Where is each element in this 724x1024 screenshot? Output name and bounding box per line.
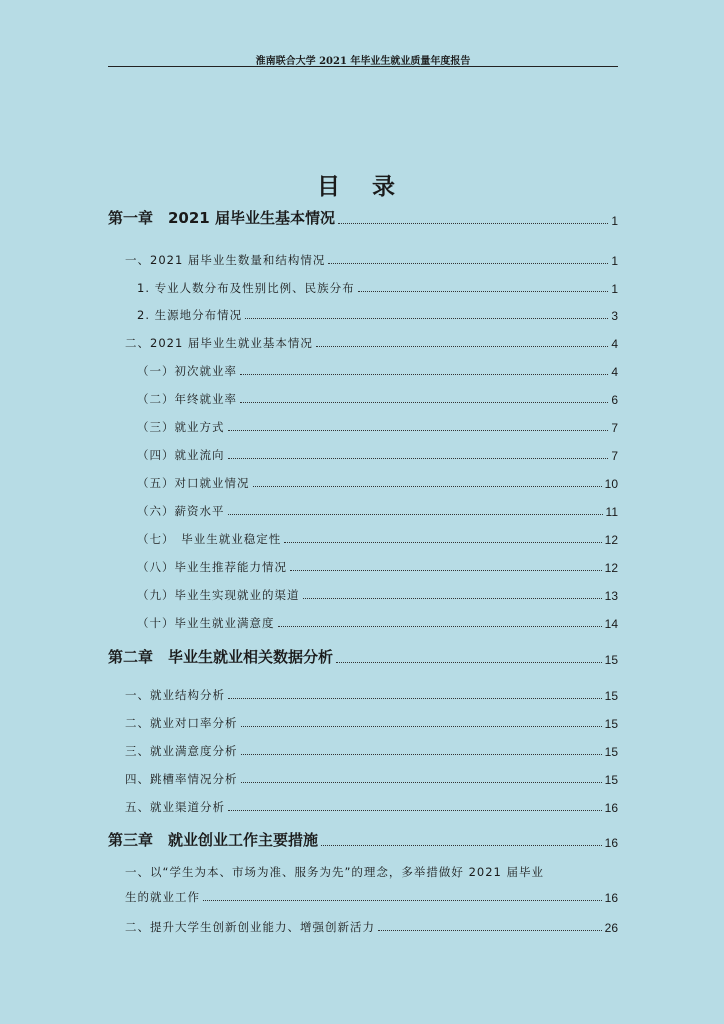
toc-entry-label: 三、就业满意度分析 <box>125 744 238 758</box>
dot-leader <box>203 900 602 901</box>
page-title: 目 录 <box>316 174 407 200</box>
dot-leader <box>253 486 602 487</box>
toc-entry-label: 生的就业工作 <box>125 890 200 904</box>
toc-page-number: 4 <box>611 337 618 351</box>
toc-entry[interactable] <box>125 248 618 268</box>
toc-entry[interactable] <box>125 683 618 703</box>
toc-entry[interactable] <box>137 611 618 631</box>
toc-page-number: 14 <box>604 617 618 631</box>
toc-entry[interactable] <box>137 387 618 407</box>
toc-chapter-entry[interactable] <box>108 830 618 850</box>
toc-page-number: 15 <box>604 773 618 787</box>
toc-page-number: 7 <box>611 421 618 435</box>
toc-entry-label: 二、提升大学生创新创业能力、增强创新活力 <box>125 920 375 934</box>
toc-entry[interactable] <box>125 885 618 905</box>
toc-entry-label: 二、就业对口率分析 <box>125 716 238 730</box>
toc-entry[interactable] <box>137 303 618 323</box>
toc-entry-label: 第一章 2021 届毕业生基本情况 <box>108 209 335 227</box>
dot-leader <box>338 223 608 224</box>
toc-entry[interactable] <box>137 276 618 296</box>
toc-entry-label: （十）毕业生就业满意度 <box>137 616 275 630</box>
dot-leader <box>316 346 608 347</box>
toc-page-number: 16 <box>604 801 618 815</box>
toc-entry-label: 四、跳槽率情况分析 <box>125 772 238 786</box>
dot-leader <box>228 514 603 515</box>
toc-entry-label: 一、2021 届毕业生数量和结构情况 <box>125 253 326 267</box>
toc-entry[interactable] <box>137 471 618 491</box>
toc-page-number: 12 <box>604 561 618 575</box>
dot-leader <box>228 810 602 811</box>
toc-entry-label: 2. 生源地分布情况 <box>137 308 243 322</box>
toc-entry[interactable] <box>125 767 618 787</box>
toc-entry-label: 五、就业渠道分析 <box>125 800 225 814</box>
running-header: 淮南联合大学 2021 年毕业生就业质量年度报告 <box>255 56 471 67</box>
dot-leader <box>241 754 602 755</box>
dot-leader <box>303 598 602 599</box>
toc-entry[interactable] <box>125 795 618 815</box>
toc-entry-line1[interactable]: 一、以“学生为本、市场为准、服务为先”的理念，多举措做好 2021 届毕业 <box>125 865 544 879</box>
toc-entry-label: （七） 毕业生就业稳定性 <box>137 532 282 546</box>
dot-leader <box>241 726 602 727</box>
toc-entry[interactable] <box>137 555 618 575</box>
toc-entry[interactable] <box>125 711 618 731</box>
toc-page-number: 1 <box>611 214 618 228</box>
dot-leader <box>228 458 609 459</box>
toc-entry[interactable] <box>137 443 618 463</box>
toc-entry[interactable] <box>137 499 618 519</box>
toc-entry-label: 1. 专业人数分布及性别比例、民族分布 <box>137 281 355 295</box>
toc-entry-label: （六）薪资水平 <box>137 504 225 518</box>
dot-leader <box>358 291 609 292</box>
dot-leader <box>328 263 608 264</box>
toc-page-number: 7 <box>611 449 618 463</box>
toc-page-number: 6 <box>611 393 618 407</box>
toc-page-number: 1 <box>611 282 618 296</box>
toc-page-number: 1 <box>611 254 618 268</box>
toc-entry[interactable] <box>137 527 618 547</box>
toc-page-number: 4 <box>611 365 618 379</box>
toc-chapter-entry[interactable] <box>108 647 618 667</box>
header-rule <box>108 66 618 67</box>
toc-page-number: 26 <box>604 921 618 935</box>
toc-page-number: 11 <box>605 505 618 519</box>
dot-leader <box>240 374 608 375</box>
toc-entry-label: （二）年终就业率 <box>137 392 237 406</box>
toc-entry[interactable] <box>125 331 618 351</box>
toc-page-number: 12 <box>604 533 618 547</box>
dot-leader <box>290 570 602 571</box>
toc-entry-label: （四）就业流向 <box>137 448 225 462</box>
toc-entry[interactable] <box>125 915 618 935</box>
toc-page-number: 15 <box>604 745 618 759</box>
dot-leader <box>240 402 608 403</box>
toc-page-number: 10 <box>604 477 618 491</box>
toc-entry-label: （三）就业方式 <box>137 420 225 434</box>
toc-entry-label: （八）毕业生推荐能力情况 <box>137 560 287 574</box>
toc-chapter-entry[interactable] <box>108 208 618 228</box>
toc-entry[interactable] <box>137 415 618 435</box>
toc-entry-label: 一、就业结构分析 <box>125 688 225 702</box>
toc-page-number: 15 <box>604 653 618 667</box>
toc-page-number: 3 <box>611 309 618 323</box>
dot-leader <box>245 318 608 319</box>
toc-entry-label: 第二章 毕业生就业相关数据分析 <box>108 648 334 666</box>
dot-leader <box>228 430 609 431</box>
dot-leader <box>228 698 602 699</box>
toc-entry-label: （九）毕业生实现就业的渠道 <box>137 588 300 602</box>
dot-leader <box>378 930 602 931</box>
toc-entry-label: （五）对口就业情况 <box>137 476 250 490</box>
toc-entry-label: 第三章 就业创业工作主要措施 <box>108 831 319 849</box>
dot-leader <box>336 662 602 663</box>
dot-leader <box>284 542 601 543</box>
dot-leader <box>241 782 602 783</box>
toc-page-number: 15 <box>604 689 618 703</box>
dot-leader <box>321 845 602 846</box>
toc-entry[interactable] <box>125 739 618 759</box>
toc-entry-label: （一）初次就业率 <box>137 364 237 378</box>
toc-entry[interactable] <box>137 583 618 603</box>
dot-leader <box>278 626 602 627</box>
toc-entry-label: 二、2021 届毕业生就业基本情况 <box>125 336 313 350</box>
toc-page-number: 16 <box>604 891 618 905</box>
toc-entry[interactable] <box>137 359 618 379</box>
toc-page-number: 15 <box>604 717 618 731</box>
toc-page-number: 16 <box>604 836 618 850</box>
toc-page-number: 13 <box>604 589 618 603</box>
